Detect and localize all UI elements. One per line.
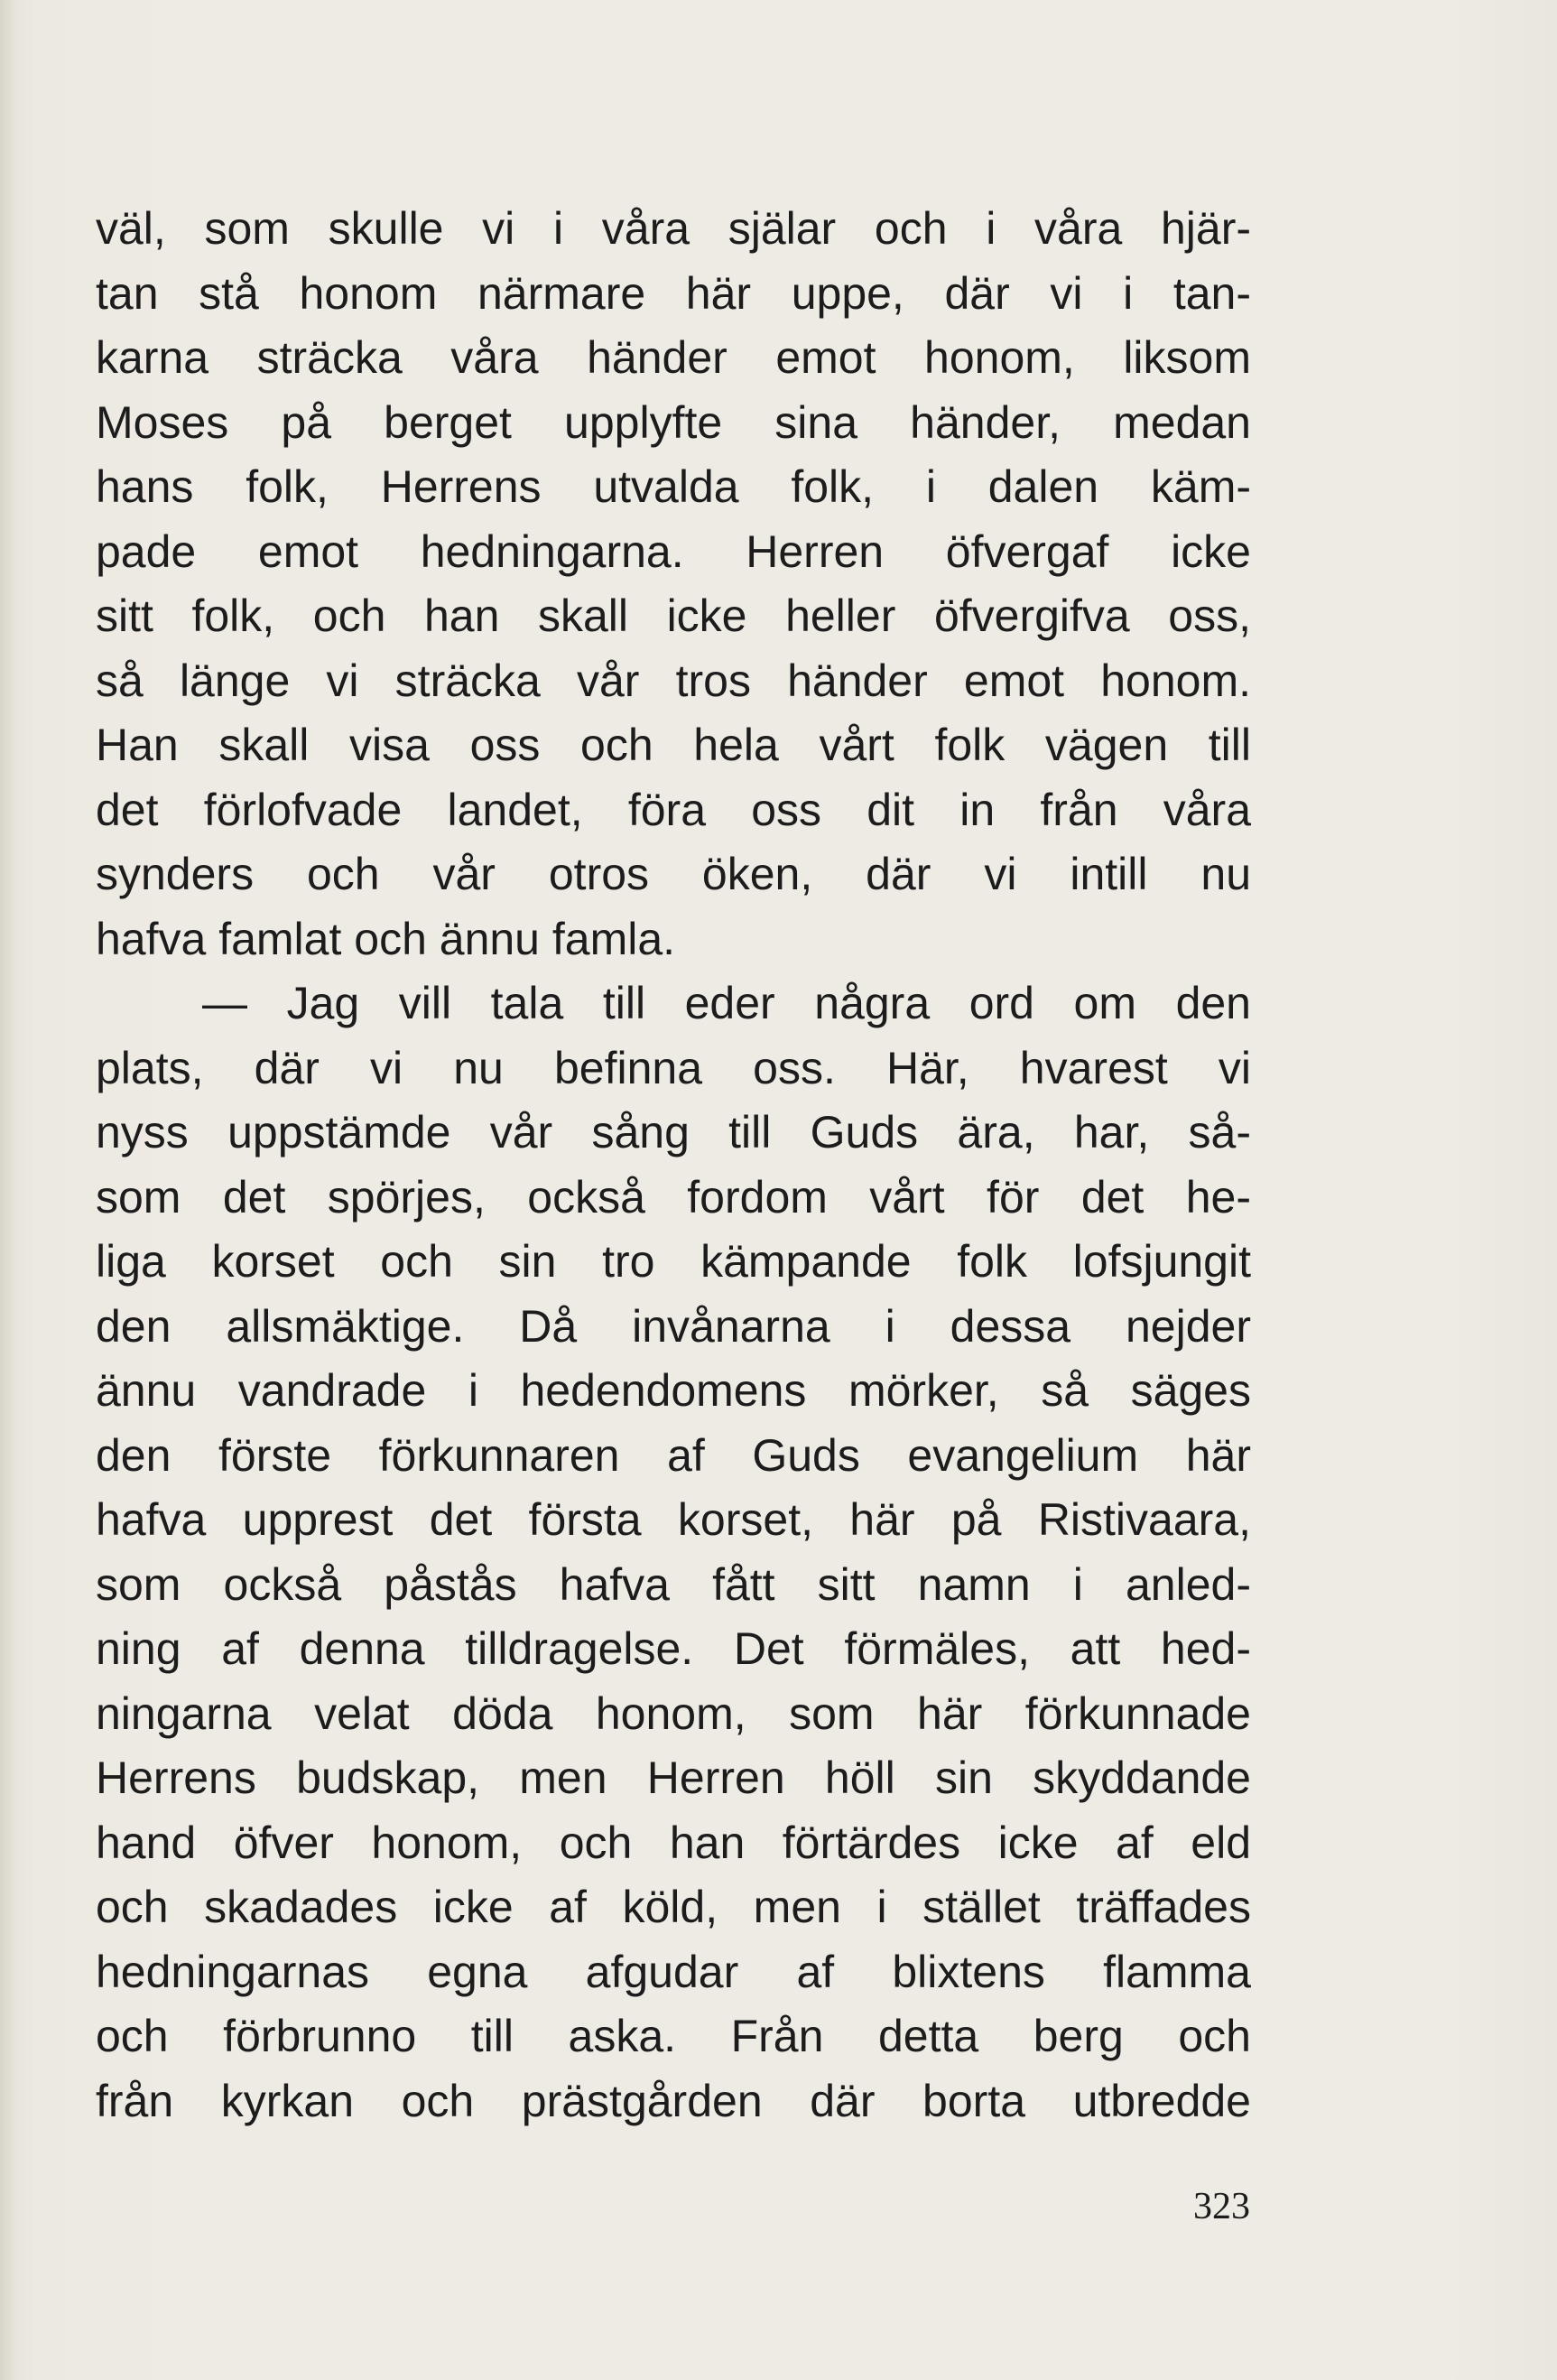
book-binding-edge (0, 0, 14, 2380)
text-line: liga korset och sin tro kämpande folk lofsjungit (96, 1236, 1251, 1287)
text-line: nyss uppstämde vår sång till Guds ära, har, så- (96, 1107, 1251, 1157)
text-line: hafva upprest det första korset, här på Ristivaara, (96, 1494, 1251, 1545)
text-line: och skadades icke af köld, men i stället träffades (96, 1882, 1251, 1932)
text-line: karna sträcka våra händer emot honom, liksom (96, 332, 1251, 383)
text-line: så länge vi sträcka vår tros händer emot honom. (96, 655, 1251, 706)
text-line: Moses på berget upplyfte sina händer, medan (96, 396, 1251, 448)
text-line: väl, som skulle vi i våra själar och i våra hjär- (96, 203, 1251, 254)
text-line: ännu vandrade i hedendomens mörker, så säges (96, 1365, 1251, 1416)
text-line: ningarna velat döda honom, som här förkunnade (96, 1687, 1251, 1739)
text-line: det förlofvade landet, föra oss dit in från våra (96, 784, 1251, 835)
text-line: synders och vår otros öken, där vi intill nu (96, 849, 1251, 899)
text-line: som det spörjes, också fordom vårt för det he- (96, 1171, 1251, 1223)
text-line-paragraph-end: hafva famlat och ännu famla. (96, 913, 676, 964)
text-line: den förste förkunnaren af Guds evangelium här (96, 1429, 1251, 1481)
text-line: pade emot hedningarna. Herren öfvergaf icke (96, 525, 1251, 577)
text-line-paragraph-start: — Jag vill tala till eder några ord om den (202, 978, 1251, 1028)
text-line: ning af denna tilldragelse. Det förmäles, att hed- (96, 1623, 1251, 1674)
text-line: sitt folk, och han skall icke heller öfvergifva oss, (96, 590, 1251, 641)
text-line: hedningarnas egna afgudar af blixtens flamma (96, 1946, 1251, 1997)
text-line: hand öfver honom, och han förtärdes icke af eld (96, 1817, 1251, 1868)
body-text (96, 197, 1251, 2134)
text-line: hans folk, Herrens utvalda folk, i dalen käm- (96, 461, 1251, 512)
text-line: tan stå honom närmare här uppe, där vi i tan- (96, 267, 1251, 319)
text-line: från kyrkan och prästgården där borta utbredde (96, 2075, 1251, 2126)
text-line: som också påstås hafva fått sitt namn i anled- (96, 1558, 1251, 1610)
text-line: Herrens budskap, men Herren höll sin skyddande (96, 1752, 1251, 1803)
text-line: plats, där vi nu befinna oss. Här, hvarest vi (96, 1042, 1251, 1093)
text-line: Han skall visa oss och hela vårt folk vägen till (96, 720, 1251, 770)
page-number: 323 (1193, 2186, 1250, 2227)
text-line: och förbrunno till aska. Från detta berg och (96, 2011, 1251, 2061)
text-line: den allsmäktige. Då invånarna i dessa nejder (96, 1300, 1251, 1352)
